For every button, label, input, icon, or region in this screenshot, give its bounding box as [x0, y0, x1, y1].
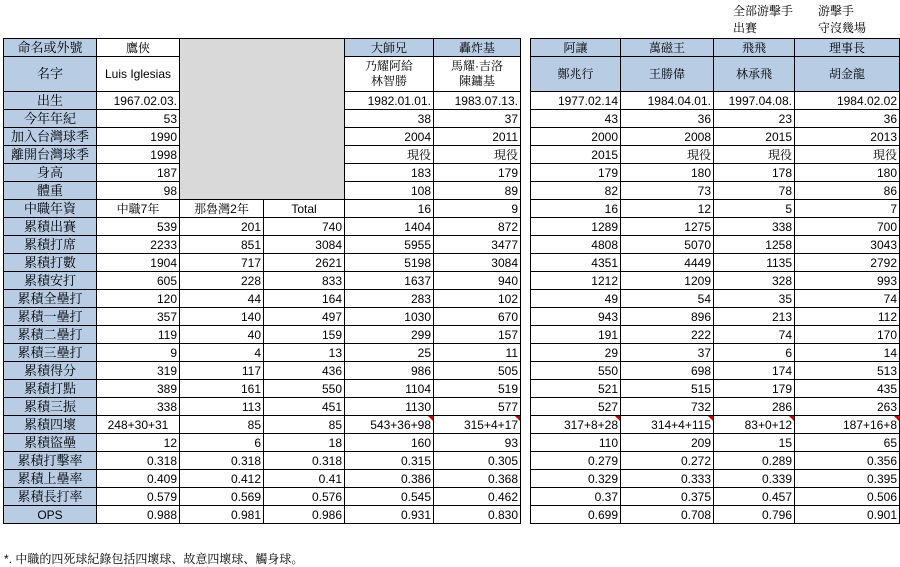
p1-value: 851	[180, 236, 264, 254]
p2-value: 1130	[345, 398, 434, 416]
p2-value: 183	[345, 164, 434, 182]
p1-value: 85	[180, 416, 264, 434]
stat-label: 累積打席	[4, 236, 97, 254]
note-all-ss-games-2: 出賽	[733, 21, 758, 35]
stat-label: 累積得分	[4, 362, 97, 380]
p3-value: 872	[434, 218, 521, 236]
p2-value: 25	[345, 344, 434, 362]
player-value: 86	[795, 182, 900, 200]
player-value: 550	[531, 362, 621, 380]
player-value: 5	[714, 200, 795, 218]
player-value: 0.796	[714, 506, 795, 524]
p1-value: 1990	[97, 128, 180, 146]
stat-label: 累積上壘率	[4, 470, 97, 488]
p1-value: 140	[180, 308, 264, 326]
player-value: 110	[531, 434, 621, 452]
p2-value: 283	[345, 290, 434, 308]
p3-value: 0.462	[434, 488, 521, 506]
p3-value: 3477	[434, 236, 521, 254]
player-value: 263	[795, 398, 900, 416]
player-value: 0.506	[795, 488, 900, 506]
p1-value: 161	[180, 380, 264, 398]
player-value: 2015	[714, 128, 795, 146]
player-value: 0.457	[714, 488, 795, 506]
note-ss-few-2: 守沒幾場	[818, 21, 867, 35]
note-all-ss-games-1: 全部游擊手	[733, 4, 794, 18]
p3-value: 0.368	[434, 470, 521, 488]
player-value: 338	[714, 218, 795, 236]
p1-value: 0.579	[97, 488, 180, 506]
player-value: 328	[714, 272, 795, 290]
player-value: 2792	[795, 254, 900, 272]
player-value: 16	[531, 200, 621, 218]
p1-subheader: 中職7年	[97, 200, 180, 218]
p1-value: 0.318	[180, 452, 264, 470]
player-value: 1984.04.01.	[621, 92, 714, 110]
stat-label: 累積出賽	[4, 218, 97, 236]
player-value: 0.279	[531, 452, 621, 470]
p1-value: 357	[97, 308, 180, 326]
p2-value: 0.545	[345, 488, 434, 506]
left-stats-table	[3, 38, 521, 524]
player-value: 170	[795, 326, 900, 344]
stat-label: 累積長打率	[4, 488, 97, 506]
p1-value: 497	[264, 308, 345, 326]
player-value: 現役	[795, 146, 900, 164]
p3-value: 1983.07.13.	[434, 92, 521, 110]
p1-value: 13	[264, 344, 345, 362]
p1-value: 9	[97, 344, 180, 362]
stat-label: 累積四壞	[4, 416, 97, 434]
p3-value: 179	[434, 164, 521, 182]
p1-value: 451	[264, 398, 345, 416]
player-value: 74	[795, 290, 900, 308]
player-value: 732	[621, 398, 714, 416]
name-label: 名字	[4, 57, 97, 92]
player-value: 993	[795, 272, 900, 290]
player-value: 12	[621, 200, 714, 218]
player-value: 222	[621, 326, 714, 344]
p1-value: 338	[97, 398, 180, 416]
player-value: 513	[795, 362, 900, 380]
p3-name-1: 馬耀·吉洛	[451, 59, 503, 73]
player-value: 36	[795, 110, 900, 128]
right-stats-table	[530, 38, 900, 524]
player-value: 896	[621, 308, 714, 326]
player-value: 515	[621, 380, 714, 398]
player-nick: 理事長	[795, 39, 900, 57]
player-value: 35	[714, 290, 795, 308]
p1-value: 44	[180, 290, 264, 308]
p3-value: 577	[434, 398, 521, 416]
p1-subheader: Total	[264, 200, 345, 218]
stat-label: 累積打點	[4, 380, 97, 398]
stat-label: 累積打擊率	[4, 452, 97, 470]
player-value: 2000	[531, 128, 621, 146]
p2-value: 160	[345, 434, 434, 452]
p1-value: 187	[97, 164, 180, 182]
p1-value: 605	[97, 272, 180, 290]
note-ss-few-1: 游擊手	[818, 4, 855, 18]
player-value: 0.375	[621, 488, 714, 506]
stat-label: 累積全壘打	[4, 290, 97, 308]
p3-value: 現役	[434, 146, 521, 164]
p3-value: 9	[434, 200, 521, 218]
p2-value: 1404	[345, 218, 434, 236]
player-value: 5070	[621, 236, 714, 254]
p1-value: 18	[264, 434, 345, 452]
player-name: 胡金龍	[795, 57, 900, 92]
p2-value: 5198	[345, 254, 434, 272]
player-value: 1984.02.02	[795, 92, 900, 110]
player-value: 23	[714, 110, 795, 128]
p1-name: Luis Iglesias	[97, 57, 180, 92]
p1-value: 117	[180, 362, 264, 380]
player-value: 0.356	[795, 452, 900, 470]
p3-name	[434, 57, 521, 92]
p2-value: 1104	[345, 380, 434, 398]
stat-label: 身高	[4, 164, 97, 182]
p1-value: 539	[97, 218, 180, 236]
player-value: 521	[531, 380, 621, 398]
player-value: 29	[531, 344, 621, 362]
player-value: 2015	[531, 146, 621, 164]
player-value: 78	[714, 182, 795, 200]
nickname-label: 命名或外號	[4, 39, 97, 57]
p2-value: 299	[345, 326, 434, 344]
stat-label: 累積二壘打	[4, 326, 97, 344]
player-value: 2008	[621, 128, 714, 146]
player-value: 698	[621, 362, 714, 380]
player-value: 209	[621, 434, 714, 452]
player-value: 286	[714, 398, 795, 416]
p2-value: 16	[345, 200, 434, 218]
p1-value: 113	[180, 398, 264, 416]
p3-value: 37	[434, 110, 521, 128]
stat-label: 今年年紀	[4, 110, 97, 128]
p3-value: 102	[434, 290, 521, 308]
p2-value: 1637	[345, 272, 434, 290]
player-value: 0.395	[795, 470, 900, 488]
p1-value: 3084	[264, 236, 345, 254]
p1-value: 436	[264, 362, 345, 380]
player-value: 0.333	[621, 470, 714, 488]
p3-name-2: 陳鏞基	[458, 74, 495, 88]
p1-value: 6	[180, 434, 264, 452]
p1-value: 740	[264, 218, 345, 236]
player-value: 0.901	[795, 506, 900, 524]
stat-label: 累積安打	[4, 272, 97, 290]
player-value: 213	[714, 308, 795, 326]
player-value: 74	[714, 326, 795, 344]
player-value: 314+4+115	[621, 416, 714, 434]
player-value: 0.339	[714, 470, 795, 488]
p1-value: 53	[97, 110, 180, 128]
p2-value: 5955	[345, 236, 434, 254]
p2-name	[345, 57, 434, 92]
p1-value: 0.986	[264, 506, 345, 524]
stat-label: 累積三壘打	[4, 344, 97, 362]
player-value: 4449	[621, 254, 714, 272]
player-nick: 阿讓	[531, 39, 621, 57]
player-name: 鄭兆行	[531, 57, 621, 92]
p1-value: 833	[264, 272, 345, 290]
player-value: 179	[714, 380, 795, 398]
stat-label: 中職年資	[4, 200, 97, 218]
p3-value: 2011	[434, 128, 521, 146]
p1-value: 0.41	[264, 470, 345, 488]
p1-value: 1998	[97, 146, 180, 164]
player-value: 1977.02.14	[531, 92, 621, 110]
p3-value: 93	[434, 434, 521, 452]
stat-label: 累積盜壘	[4, 434, 97, 452]
p1-value: 228	[180, 272, 264, 290]
player-value: 83+0+12	[714, 416, 795, 434]
p1-value: 40	[180, 326, 264, 344]
stat-label: 出生	[4, 92, 97, 110]
p1-value: 0.988	[97, 506, 180, 524]
player-value: 73	[621, 182, 714, 200]
stat-label: 累積一壘打	[4, 308, 97, 326]
player-value: 65	[795, 434, 900, 452]
p1-value: 4	[180, 344, 264, 362]
player-value: 180	[621, 164, 714, 182]
player-value: 43	[531, 110, 621, 128]
stat-label: 離開台灣球季	[4, 146, 97, 164]
p3-nick: 轟炸基	[434, 39, 521, 57]
p3-value: 11	[434, 344, 521, 362]
p3-value: 89	[434, 182, 521, 200]
player-value: 54	[621, 290, 714, 308]
p1-value: 550	[264, 380, 345, 398]
stat-label: 體重	[4, 182, 97, 200]
p2-nick: 大師兄	[345, 39, 434, 57]
p2-name-1: 乃耀阿給	[364, 59, 413, 73]
p2-value: 2004	[345, 128, 434, 146]
stat-label: 累積三振	[4, 398, 97, 416]
player-value: 317+8+28	[531, 416, 621, 434]
p1-nick: 鷹俠	[97, 39, 180, 57]
player-value: 7	[795, 200, 900, 218]
p1-value: 159	[264, 326, 345, 344]
p3-value: 519	[434, 380, 521, 398]
player-value: 4351	[531, 254, 621, 272]
p1-value: 85	[264, 416, 345, 434]
player-value: 180	[795, 164, 900, 182]
player-value: 191	[531, 326, 621, 344]
player-value: 0.699	[531, 506, 621, 524]
p2-value: 現役	[345, 146, 434, 164]
p1-value: 0.412	[180, 470, 264, 488]
p2-name-2: 林智勝	[370, 74, 407, 88]
p3-value: 315+4+17	[434, 416, 521, 434]
player-value: 700	[795, 218, 900, 236]
p1-value: 0.576	[264, 488, 345, 506]
player-value: 943	[531, 308, 621, 326]
player-value: 15	[714, 434, 795, 452]
p2-value: 543+36+98	[345, 416, 434, 434]
stat-label: 累積打數	[4, 254, 97, 272]
p1-value: 120	[97, 290, 180, 308]
footnote: *. 中職的四死球紀錄包括四壞球、故意四壞球、觸身球。	[4, 552, 304, 566]
p1-value: 389	[97, 380, 180, 398]
player-value: 3043	[795, 236, 900, 254]
player-nick: 萬磁王	[621, 39, 714, 57]
player-value: 1275	[621, 218, 714, 236]
player-value: 0.272	[621, 452, 714, 470]
player-name: 王勝偉	[621, 57, 714, 92]
blank-gray-area	[180, 39, 345, 200]
player-value: 1289	[531, 218, 621, 236]
p1-value: 0.409	[97, 470, 180, 488]
player-value: 179	[531, 164, 621, 182]
player-value: 527	[531, 398, 621, 416]
p1-value: 248+30+31	[97, 416, 180, 434]
p1-value: 201	[180, 218, 264, 236]
player-value: 36	[621, 110, 714, 128]
player-value: 0.289	[714, 452, 795, 470]
p3-value: 157	[434, 326, 521, 344]
player-value: 1212	[531, 272, 621, 290]
player-value: 112	[795, 308, 900, 326]
p1-value: 119	[97, 326, 180, 344]
player-value: 0.708	[621, 506, 714, 524]
stat-label: 加入台灣球季	[4, 128, 97, 146]
p1-value: 1967.02.03.	[97, 92, 180, 110]
p1-value: 12	[97, 434, 180, 452]
player-value: 0.37	[531, 488, 621, 506]
p1-value: 0.981	[180, 506, 264, 524]
player-value: 6	[714, 344, 795, 362]
player-value: 1209	[621, 272, 714, 290]
p2-value: 986	[345, 362, 434, 380]
p2-value: 1030	[345, 308, 434, 326]
p1-value: 98	[97, 182, 180, 200]
p2-value: 0.931	[345, 506, 434, 524]
p2-value: 0.315	[345, 452, 434, 470]
p2-value: 38	[345, 110, 434, 128]
player-value: 現役	[621, 146, 714, 164]
player-value: 82	[531, 182, 621, 200]
p3-value: 940	[434, 272, 521, 290]
player-value: 187+16+8	[795, 416, 900, 434]
p3-value: 670	[434, 308, 521, 326]
p1-subheader: 那魯灣2年	[180, 200, 264, 218]
player-value: 1997.04.08.	[714, 92, 795, 110]
player-value: 0.329	[531, 470, 621, 488]
player-value: 2013	[795, 128, 900, 146]
p2-value: 0.386	[345, 470, 434, 488]
player-name: 林承飛	[714, 57, 795, 92]
p1-value: 2621	[264, 254, 345, 272]
p1-value: 0.569	[180, 488, 264, 506]
player-value: 現役	[714, 146, 795, 164]
player-value: 174	[714, 362, 795, 380]
p2-value: 108	[345, 182, 434, 200]
p3-value: 505	[434, 362, 521, 380]
p1-value: 0.318	[264, 452, 345, 470]
player-nick: 飛飛	[714, 39, 795, 57]
player-value: 37	[621, 344, 714, 362]
p1-value: 1904	[97, 254, 180, 272]
p3-value: 0.305	[434, 452, 521, 470]
player-value: 1258	[714, 236, 795, 254]
p2-value: 1982.01.01.	[345, 92, 434, 110]
player-value: 4808	[531, 236, 621, 254]
player-value: 49	[531, 290, 621, 308]
p1-value: 319	[97, 362, 180, 380]
p3-value: 3084	[434, 254, 521, 272]
p1-value: 0.318	[97, 452, 180, 470]
p1-value: 2233	[97, 236, 180, 254]
stat-label: OPS	[4, 506, 97, 524]
player-value: 435	[795, 380, 900, 398]
p1-value: 164	[264, 290, 345, 308]
p1-value: 717	[180, 254, 264, 272]
player-value: 178	[714, 164, 795, 182]
player-value: 1135	[714, 254, 795, 272]
p3-value: 0.830	[434, 506, 521, 524]
player-value: 14	[795, 344, 900, 362]
